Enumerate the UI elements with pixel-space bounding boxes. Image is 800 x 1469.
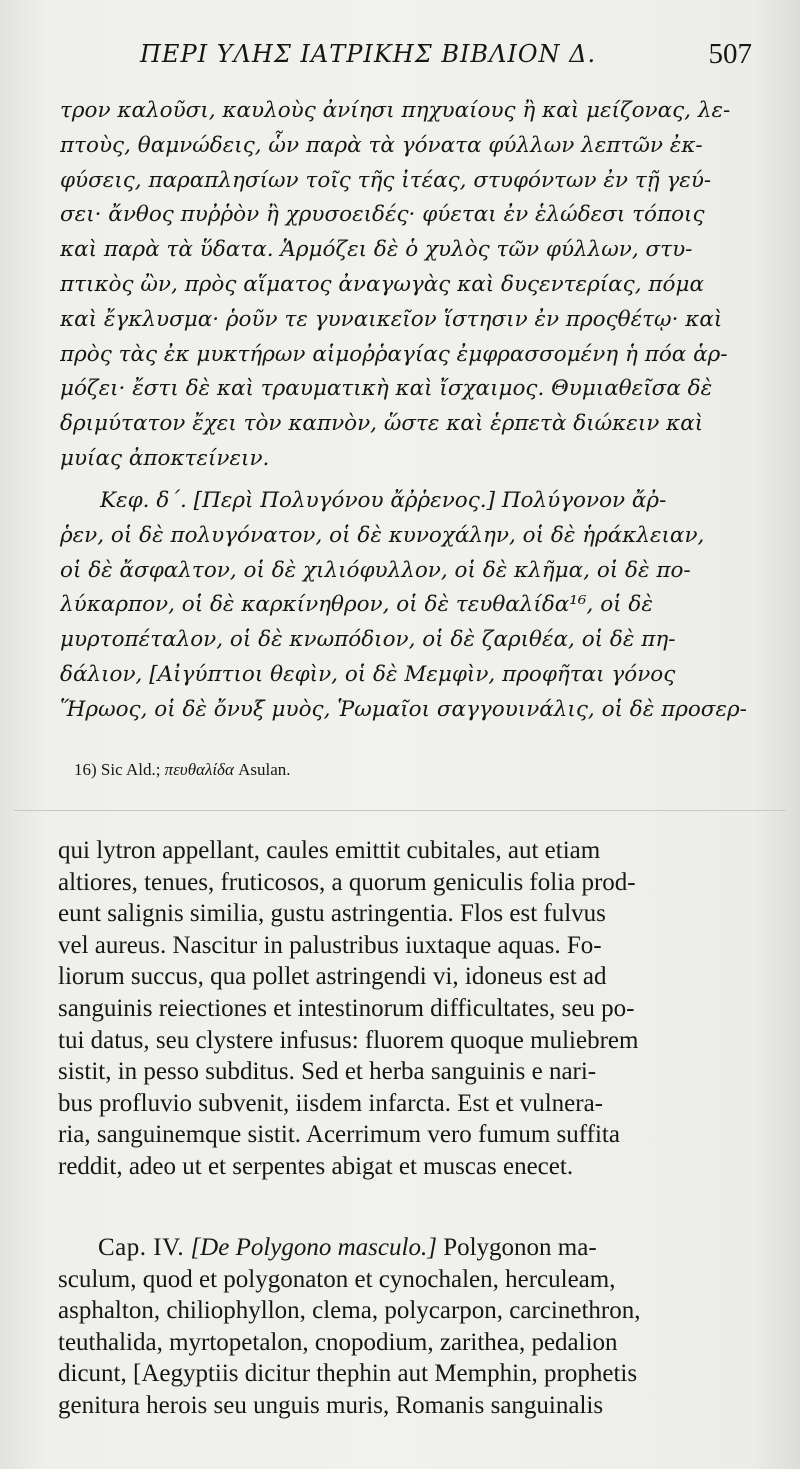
latin-line: genitura herois seu unguis muris, Romanis sanguinalis [58,1391,604,1419]
greek-line: φύσεις, παραπλησίων τοῖς τῆς ἰτέας, στυφόντων ἐν τῇ γεύ- [60,167,712,193]
latin-line: reddit, adeo ut et serpentes abigat et muscas enecet. [58,1152,574,1180]
page-number: 507 [708,38,752,70]
latin-line: sanguinis reiectiones et intestinorum difficultates, seu po- [58,994,635,1022]
greek-chapter-heading: Κεφ. δ΄. [Περὶ Πολυγόνου ἄῤῥενος.] Πολύγονον ἄῤ- [100,488,667,513]
greek-line: οἱ δὲ ἄσφαλτον, οἱ δὲ χιλιόφυλλον, οἱ δὲ κλῆμα, οἱ δὲ πο- [60,557,691,583]
latin-line: qui lytron appellant, caules emittit cubitales, aut etiam [58,837,601,864]
footnote-word: πευθαλίδα [164,760,234,779]
latin-line: liorum succus, qua pollet astringendi vi, idoneus est ad [58,963,607,991]
greek-line: καὶ παρὰ τὰ ὕδατα. Ἁρμόζει δὲ ὁ χυλὸς τῶν φύλλων, στυ- [60,237,693,263]
footnote-marker: 16) Sic Ald.; [74,760,161,779]
greek-line: σει· ἄνθος πυῤῥὸν ἢ χρυσοειδές· φύεται ἐν ἑλώδεσι τόποις [60,202,705,228]
footnote [74,760,760,780]
greek-line: μυρτοπέταλον, οἱ δὲ κνωπόδιον, οἱ δὲ ζαριθέα, οἱ δὲ πη- [60,627,676,653]
chapter-label: Cap. IV. [98,1234,185,1261]
greek-paragraph-1 [60,94,760,477]
latin-line: eunt salignis similia, gustu astringentia. Flos est fulvus [58,900,606,928]
greek-line: καὶ ἔγκλυσμα· ῥοῦν τε γυναικεῖον ἵστησιν ἐν προςθέτῳ· καὶ [60,306,723,332]
greek-line: μόζει· ἔστι δὲ καὶ τραυματικὴ καὶ ἴσχαιμος. Θυμιαθεῖσα δὲ [60,376,713,402]
latin-chapter-heading [58,1232,760,1264]
latin-line: ria, sanguinemque sistit. Acerrimum vero fumum suffita [58,1121,620,1149]
latin-paragraph-1 [58,835,760,1183]
latin-line: asphalton, chiliophyllon, clema, polycarpon, carcinethron, [58,1297,641,1325]
greek-line: πτοὺς, θαμνώδεις, ὧν παρὰ τὰ γόνατα φύλλων λεπτῶν ἐκ- [60,132,703,158]
footnote-source: Asulan. [238,760,291,779]
greek-line: πρὸς τὰς ἐκ μυκτήρων αἱμοῤῥαγίας ἐμφρασσομένη ἡ πόα ἁρ- [60,341,728,367]
chapter-first-line-rest: Polygonon ma- [443,1234,597,1261]
greek-line: λύκαρπον, οἱ δὲ καρκίνηθρον, οἱ δὲ τευθαλίδα¹⁶, οἱ δὲ [60,592,653,618]
greek-line: Ἥρωος, οἱ δὲ ὄνυξ μυὸς, Ῥωμαῖοι σαγγουινάλις, οἱ δὲ προσερ- [60,696,747,722]
greek-line: δάλιον, [Αἰγύπτιοι θεφὶν, οἱ δὲ Μεμφὶν, προφῆται γόνος [60,661,676,687]
greek-paragraph-2 [60,484,760,728]
page-header [140,30,752,80]
chapter-title: [De Polygono masculo.] [190,1234,437,1261]
latin-line: bus profluvio subvenit, iisdem infarcta. Est et vulnera- [58,1089,604,1117]
greek-line: τρον καλοῦσι, καυλοὺς ἀνίησι πηχυαίους ἢ καὶ μείζονας, λε- [60,98,731,123]
latin-line: sculum, quod et polygonaton et cynochalen, herculeam, [58,1265,616,1293]
latin-line: vel aureus. Nascitur in palustribus iuxtaque aquas. Fo- [58,931,602,959]
latin-paragraph-2 [58,1232,760,1422]
running-head: ΠΕΡΙ ΥΛΗΣ ΙΑΤΡΙΚΗΣ ΒΙΒΛΙΟΝ Δ. [140,40,597,68]
latin-line: dicunt, [Aegyptiis dicitur thephin aut Memphin, prophetis [58,1360,638,1388]
latin-line: sistit, in pesso subditus. Sed et herba sanguinis e nari- [58,1058,597,1086]
greek-line: μυίας ἀποκτείνειν. [60,445,270,471]
greek-line: ῥεν, οἱ δὲ πολυγόνατον, οἱ δὲ κυνοχάλην, οἱ δὲ ἡράκλειαν, [60,522,705,548]
latin-line: teuthalida, myrtopetalon, cnopodium, zarithea, pedalion [58,1328,618,1356]
greek-line: πτικὸς ὢν, πρὸς αἵματος ἀναγωγὰς καὶ δυςεντερίας, πόμα [60,271,704,297]
latin-line: altiores, tenues, fruticosos, a quorum geniculis folia prod- [58,868,636,896]
greek-line: δριμύτατον ἔχει τὸν καπνὸν, ὥστε καὶ ἑρπετὰ διώκειν καὶ [60,411,704,437]
latin-line: tui datus, seu clystere infusus: fluorem quoque muliebrem [58,1026,639,1054]
divider [14,810,786,811]
